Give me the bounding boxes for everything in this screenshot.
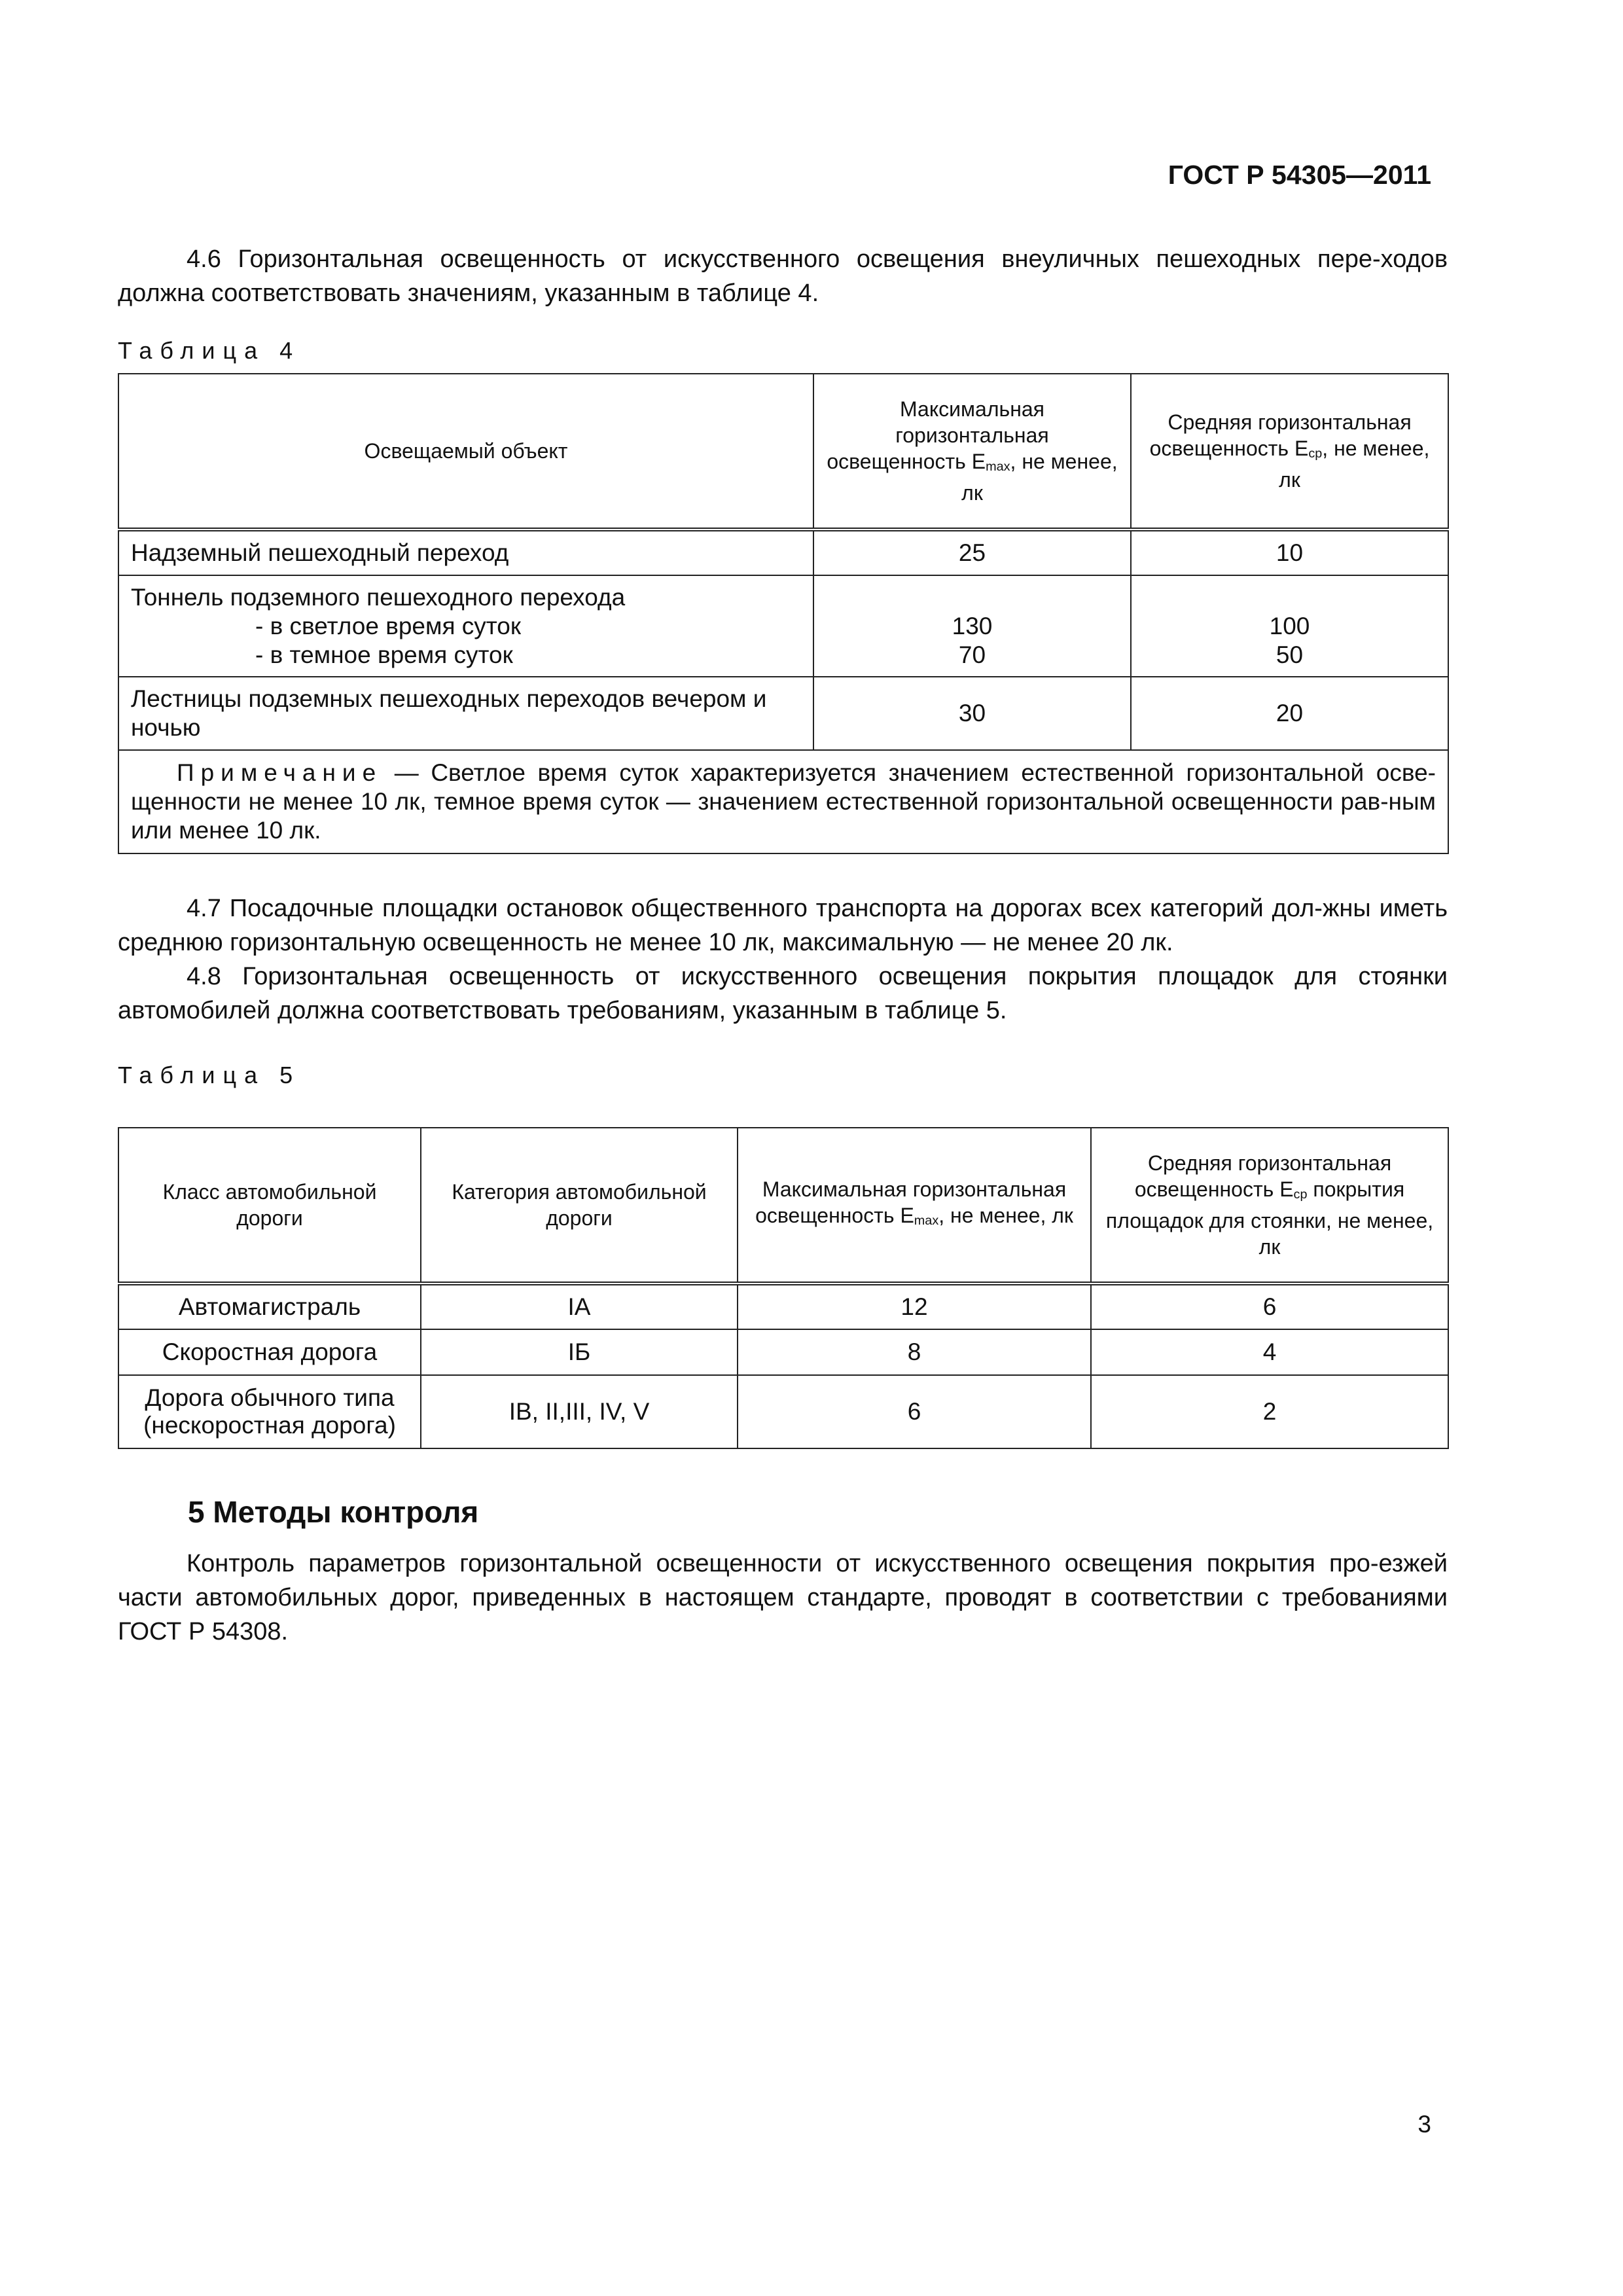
- table-row: [118, 1329, 1448, 1375]
- paragraph-4-8: [118, 960, 1448, 1028]
- table-cell: IB, II,III, IV, V: [421, 1375, 738, 1448]
- table-cell: 4: [1091, 1329, 1448, 1375]
- document-id-header: ГОСТ Р 54305—2011: [1168, 160, 1431, 190]
- paragraph-text: Горизонтальная освещенность от искусственного освещения покрытия площадок для стоянки автомобилей должна соответствовать требованиям, указанным в таблице 5.: [118, 963, 1448, 1024]
- paragraph-4-7: [118, 891, 1448, 960]
- section-5-heading: 5 Методы контроля: [188, 1495, 479, 1529]
- table-4-caption: Таблица 4: [118, 337, 301, 364]
- table-5-header-avg: Средняя горизонтальная освещенность $E_{ср}$ покрытия площадок для стоянки, не менее, лк: [1091, 1128, 1448, 1283]
- table-cell: 100 50: [1131, 575, 1448, 677]
- paragraph-4-6: [118, 242, 1448, 310]
- table-cell: Тоннель подземного пешеходного перехода - в светлое время суток - в темное время суток: [118, 575, 813, 677]
- table-cell: 2: [1091, 1375, 1448, 1448]
- table-4-header-avg: Средняя горизонтальная освещенность $E_{ср}$, не менее, лк: [1131, 374, 1448, 529]
- table-cell: Автомагистраль: [118, 1283, 421, 1329]
- table-cell: 6: [1091, 1283, 1448, 1329]
- table-5-caption: Таблица 5: [118, 1062, 301, 1088]
- table-cell: Лестницы подземных пешеходных переходов вечером и ночью: [118, 677, 813, 750]
- table-cell: Дорога обычного типа (нескоростная дорога): [118, 1375, 421, 1448]
- table-cell: 6: [738, 1375, 1091, 1448]
- table-cell: Надземный пешеходный переход: [118, 529, 813, 575]
- paragraph-text: Посадочные площадки остановок общественного транспорта на дорогах всех категорий дол-жны иметь среднюю горизонтальную освещенность не менее 10 лк, максимальную — не менее 20 лк.: [118, 895, 1448, 956]
- table-cell: 10: [1131, 529, 1448, 575]
- table-row: [118, 1283, 1448, 1329]
- table-cell: IБ: [421, 1329, 738, 1375]
- table-5: [118, 1127, 1449, 1449]
- table-cell: 30: [813, 677, 1131, 750]
- table-row: [118, 529, 1448, 575]
- table-cell: 20: [1131, 677, 1448, 750]
- table-cell: 25: [813, 529, 1131, 575]
- table-cell: 8: [738, 1329, 1091, 1375]
- table-cell: IA: [421, 1283, 738, 1329]
- page-number: 3: [1418, 2111, 1431, 2138]
- table-row: [118, 575, 1448, 677]
- table-5-header-category: Категория автомобильной дороги: [421, 1128, 738, 1283]
- table-note-row: [118, 750, 1448, 853]
- table-4-header-max: Максимальная горизонтальная освещенность $E_{max}$, не менее, лк: [813, 374, 1131, 529]
- paragraph-number: 4.8: [187, 963, 221, 990]
- table-cell: 130 70: [813, 575, 1131, 677]
- table-note: Примечание — Светлое время суток характеризуется значением естественной горизонтальной осве-щенности не менее 10 лк, темное время суток — значением естественной горизонтальной освещенности рав-ным или менее 10 лк.: [118, 750, 1448, 853]
- paragraph-number: 4.7: [187, 895, 221, 922]
- table-4: [118, 373, 1449, 854]
- table-5-header-class: Класс автомобильной дороги: [118, 1128, 421, 1283]
- paragraph-text: Горизонтальная освещенность от искусственного освещения внеуличных пешеходных пере-ходов должна соответствовать значениям, указанным в таблице 4.: [118, 245, 1448, 307]
- table-cell: 12: [738, 1283, 1091, 1329]
- table-row: [118, 1375, 1448, 1448]
- table-4-header-object: Освещаемый объект: [118, 374, 813, 529]
- table-cell: Скоростная дорога: [118, 1329, 421, 1375]
- paragraph-section-5: [118, 1547, 1448, 1649]
- table-row: [118, 677, 1448, 750]
- paragraph-text: Контроль параметров горизонтальной освещенности от искусственного освещения покрытия про-езжей части автомобильных дорог, приведенных в настоящем стандарте, проводят в соответствии с требованиями ГОСТ Р 54308.: [118, 1550, 1448, 1645]
- paragraph-number: 4.6: [187, 245, 221, 273]
- table-5-header-max: Максимальная горизонтальная освещенность $E_{max}$, не менее, лк: [738, 1128, 1091, 1283]
